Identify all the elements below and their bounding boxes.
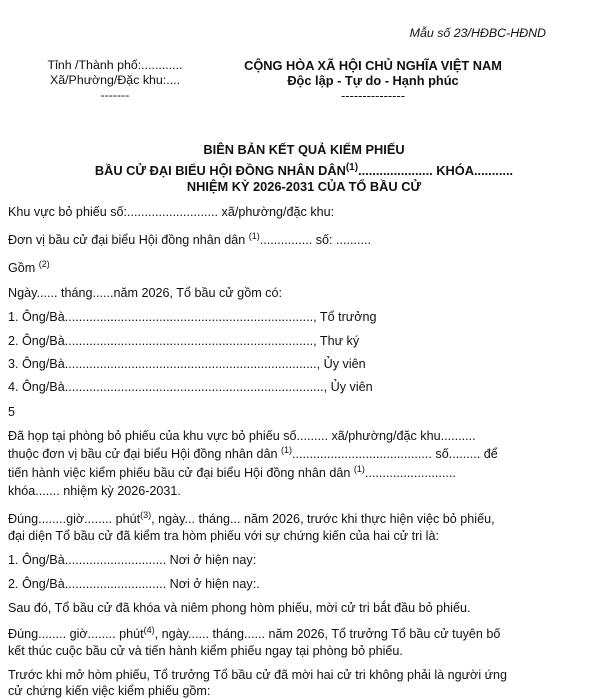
meeting-line: Đã họp tại phòng bỏ phiếu của khu vực bỏ phiếu số......... xã/phường/đặc khu..........: [8, 429, 476, 443]
line-text: thuộc đơn vị bầu cử đại biểu Hội đồng nhân dân: [8, 447, 281, 461]
national-motto: Độc lập - Tự do - Hạnh phúc: [287, 73, 459, 88]
member-3: 3. Ông/Bà........................................................................, Ủy viên: [8, 357, 366, 371]
term-line: khóa....... nhiệm kỳ 2026-2031.: [8, 484, 181, 498]
document-title: BIÊN BẢN KẾT QUẢ KIỂM PHIẾU: [203, 142, 405, 157]
witness-2: 2. Ông/Bà............................. Nơi ở hiện nay:.: [8, 577, 260, 591]
subtitle-text: BẦU CỬ ĐẠI BIỂU HỘI ĐỒNG NHÂN DÂN: [94, 163, 346, 178]
witness-intro-line: đại diện Tổ bầu cử đã kiểm tra hòm phiếu với sự chứng kiến của hai cử tri là:: [8, 529, 439, 543]
opening-line-2: cử chứng kiến việc kiểm phiếu gồm:: [8, 684, 211, 698]
member-1: 1. Ông/Bà......................................................................., Tổ trưởng: [8, 310, 377, 324]
header-right: [234, 58, 512, 103]
header-right-separator: ---------------: [341, 88, 405, 103]
members-line: [8, 261, 50, 275]
counting-line: [8, 466, 456, 480]
member-2: 2. Ông/Bà......................................................................., Thư ký: [8, 334, 360, 348]
header-left: [40, 58, 190, 103]
witness-1: 1. Ông/Bà............................. Nơi ở hiện nay:: [8, 553, 257, 567]
member-4: 4. Ông/Bà.........................................................................., Ủy viên: [8, 380, 373, 394]
closing-line: [8, 627, 500, 641]
date-line: Ngày...... tháng......năm 2026, Tổ bầu cử gồm có:: [8, 286, 282, 300]
closing-line-2: kết thúc cuộc bầu cử và tiến hành kiểm phiếu ngay tại phòng bỏ phiếu.: [8, 644, 403, 658]
document-term: NHIỆM KỲ 2026-2031 CỦA TỔ BẦU CỬ: [186, 179, 422, 194]
ward-field: Xã/Phường/Đặc khu:....: [49, 73, 181, 87]
line-text: ........................................ số......... để: [291, 447, 498, 461]
footnote-ref: (3): [140, 510, 152, 520]
line-text: Đúng........ giờ........ phút: [8, 627, 144, 641]
line-text: Đúng........giờ........ phút: [8, 512, 141, 526]
form-number: Mẫu số 23/HĐBC-HĐND: [409, 26, 546, 40]
line-text: Đơn vị bầu cử đại biểu Hội đồng nhân dân: [8, 233, 249, 247]
footnote-ref: (1): [345, 162, 359, 173]
province-field: Tỉnh /Thành phố:............: [47, 58, 183, 72]
footnote-ref: (1): [248, 231, 260, 241]
subtitle-blank: ..................... KHÓA...........: [358, 163, 514, 178]
seal-line: Sau đó, Tổ bầu cử đã khóa và niêm phong hòm phiếu, mời cử tri bắt đầu bỏ phiếu.: [8, 601, 471, 615]
line-text: , ngày... tháng... năm 2026, trước khi thực hiện việc bỏ phiếu,: [151, 512, 495, 526]
line-text: ..........................: [364, 466, 456, 480]
document-subtitle: [0, 163, 608, 178]
footnote-ref: (4): [143, 625, 155, 635]
line-text: ............... số: ..........: [259, 233, 372, 247]
electoral-unit-line: [8, 233, 371, 247]
line-text: , ngày...... tháng...... năm 2026, Tổ trưởng Tổ bầu cử tuyên bố: [154, 627, 501, 641]
line-text: tiến hành việc kiểm phiếu bầu cử đại biểu Hội đồng nhân dân: [8, 466, 354, 480]
footnote-ref: (2): [38, 259, 50, 269]
line-text: Gồm: [8, 261, 39, 275]
header-left-separator: -------: [100, 88, 130, 102]
polling-area-line: Khu vực bỏ phiếu số:.......................... xã/phường/đặc khu:: [8, 205, 335, 219]
footnote-ref: (1): [353, 464, 365, 474]
opening-line: Trước khi mở hòm phiếu, Tổ trưởng Tổ bầu cử đã mời hai cử tri không phải là người ứng: [8, 668, 508, 682]
footnote-ref: (1): [280, 445, 292, 455]
member-5: 5: [8, 405, 16, 419]
box-check-line: [8, 512, 495, 526]
electoral-unit-line-2: [8, 447, 498, 461]
national-title: CỘNG HÒA XÃ HỘI CHỦ NGHĨA VIỆT NAM: [244, 58, 502, 73]
